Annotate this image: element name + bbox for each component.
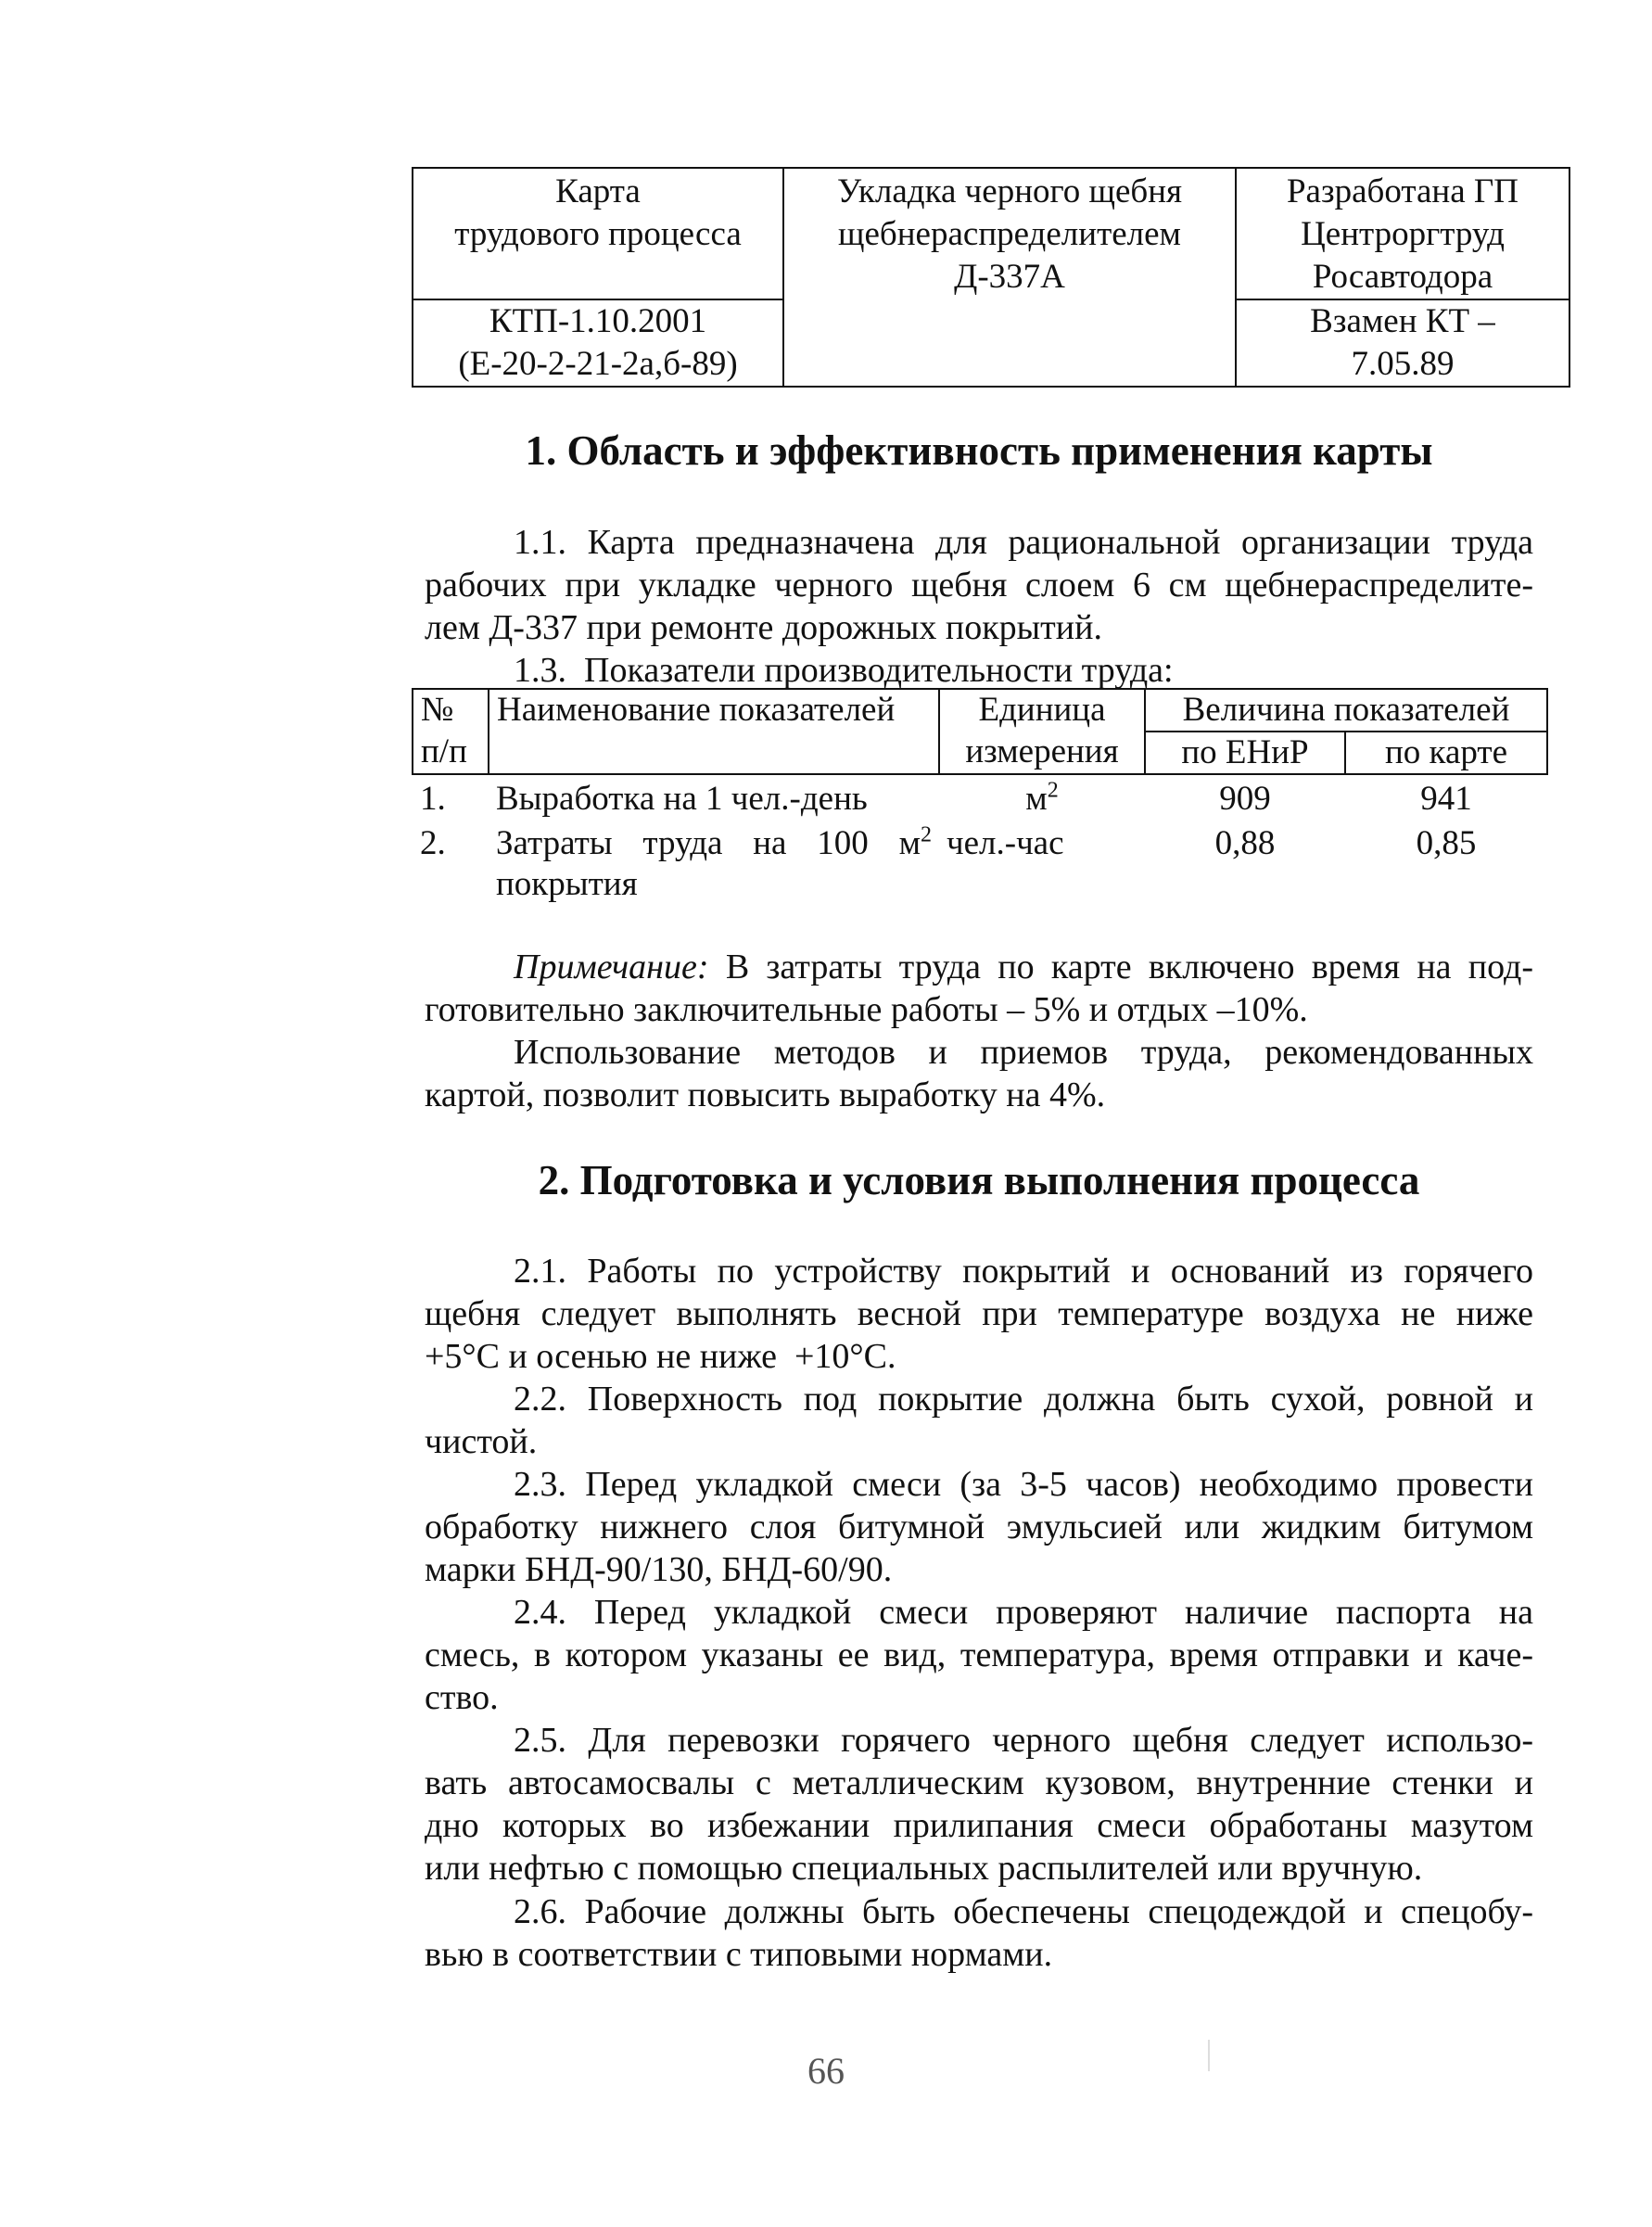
note-paragraph (425, 946, 1533, 1031)
paragraph-2-2 (425, 1378, 1533, 1463)
text-line: рабочих при укладке черного щебня слоем 6 см щебнераспределите- (425, 566, 1533, 604)
text-line: марки БНД-90/130, БНД-60/90. (425, 1550, 893, 1589)
text-line: 2.6. Рабочие должны быть обеспечены спецодеждой и спецобу- (514, 1892, 1533, 1931)
text-line: 1.3. Показатели производительности труда: (514, 651, 1174, 690)
paragraph-2-6 (425, 1890, 1533, 1976)
header-no-2: п/п (413, 732, 489, 774)
text-line: лем Д-337 при ремонте дорожных покрытий. (425, 608, 1102, 647)
card-title-line: Укладка черного щебня (836, 172, 1183, 210)
text-line: ство. (425, 1678, 499, 1717)
paragraph-1-1 (425, 521, 1533, 649)
developer-line: Разработана ГП (1286, 172, 1519, 210)
text-line: 2.1. Работы по устройству покрытий и оснований из горячего (514, 1252, 1533, 1291)
row-unit: чел.-час (947, 824, 1064, 862)
card-title-cell (783, 168, 1236, 387)
text-line: +5°С и осенью не ниже +10°С. (425, 1337, 896, 1376)
row-unit: $м^2$ (1025, 778, 1059, 818)
text-line: готовительно заключительные работы – 5% и отдых –10%. (425, 990, 1308, 1029)
indicators-table (412, 688, 1548, 905)
text-line: чистой. (425, 1422, 538, 1461)
header-value: Величина показателей (1145, 689, 1547, 732)
text-line: 2.3. Перед укладкой смеси (за 3-5 часов) необходимо провести (514, 1465, 1533, 1504)
card-type-cell (413, 168, 783, 299)
row-enir: 909 (1219, 780, 1271, 818)
header-name-2 (489, 732, 939, 774)
header-card: по карте (1345, 732, 1547, 774)
card-code-line: КТП-1.10.2001 (489, 302, 707, 340)
note-label: Примечание: (514, 948, 709, 986)
developer-cell (1236, 168, 1569, 299)
text-line: или нефтью с помощью специальных распылителей или вручную. (425, 1849, 1423, 1888)
row-name: Затраты труда на 100 $м^2$ покрытия (496, 822, 932, 903)
row-enir: 0,88 (1214, 824, 1276, 862)
paragraph-2-5 (425, 1719, 1533, 1890)
card-title-line: Д-337А (954, 258, 1065, 296)
text-line: Использование методов и приемов труда, рекомендованных (514, 1033, 1533, 1072)
paragraph-2-3 (425, 1463, 1533, 1591)
header-unit: Единица (939, 689, 1145, 732)
replaces-cell (1236, 299, 1569, 387)
row-card: 941 (1420, 780, 1472, 818)
text-line: 2.2. Поверхность под покрытие должна быть сухой, ровной и (514, 1380, 1533, 1419)
row-card: 0,85 (1416, 824, 1477, 862)
header-enir: по ЕНиР (1145, 732, 1345, 774)
paragraph-1-3 (425, 649, 1174, 692)
card-code-cell (413, 299, 783, 387)
card-title-line: щебнераспределителем (838, 215, 1181, 253)
page-number: 66 (807, 2050, 845, 2092)
row-name: Выработка на 1 чел.-день (496, 780, 868, 818)
text-line: Примечание: В затраты труда по карте включено время на под- (514, 948, 1533, 986)
replaces-line: 7.05.89 (1351, 345, 1455, 383)
replaces-line: Взамен КТ – (1310, 302, 1495, 340)
text-line: 2.5. Для перевозки горячего черного щебня следует использо- (514, 1721, 1533, 1760)
text-line: вью в соответствии с типовыми нормами. (425, 1935, 1053, 1974)
developer-line: Центроргтруд (1301, 215, 1505, 253)
row-no: 2. (420, 824, 446, 862)
text-line: смесь, в котором указаны ее вид, температура, время отправки и каче- (425, 1635, 1533, 1674)
paragraph-2-1 (425, 1250, 1533, 1378)
card-type-line: трудового процесса (454, 215, 742, 253)
section-1-heading: 1. Область и эффективность применения карты (525, 427, 1433, 474)
text-line: вать автосамосвалы с металлическим кузовом, внутренние стенки и (425, 1763, 1533, 1802)
text-line: 2.4. Перед укладкой смеси проверяют наличие паспорта на (514, 1593, 1533, 1632)
card-type-line: Карта (555, 172, 641, 210)
section-2-heading: 2. Подготовка и условия выполнения процесса (538, 1157, 1420, 1203)
text-line: дно которых во избежании прилипания смеси обработаны мазутом (425, 1806, 1533, 1845)
paragraph-2-4 (425, 1591, 1533, 1719)
card-code-line: (Е-20-2-21-2а,б-89) (458, 345, 738, 383)
header-unit-2: измерения (939, 732, 1145, 774)
header-name: Наименование показателей (489, 689, 939, 732)
methods-paragraph (425, 1031, 1533, 1116)
text-line: щебня следует выполнять весной при температуре воздуха не ниже (425, 1294, 1533, 1333)
row-no: 1. (420, 780, 446, 818)
text-line: картой, позволит повысить выработку на 4%. (425, 1075, 1106, 1114)
table-row (413, 774, 1547, 820)
card-header-table (412, 167, 1570, 388)
text-line: 1.1. Карта предназначена для рациональной организации труда (514, 523, 1533, 562)
table-row (413, 820, 1547, 905)
header-no: № (413, 689, 489, 732)
developer-line: Росавтодора (1312, 258, 1493, 296)
text-line: обработку нижнего слоя битумной эмульсией или жидким битумом (425, 1508, 1533, 1546)
